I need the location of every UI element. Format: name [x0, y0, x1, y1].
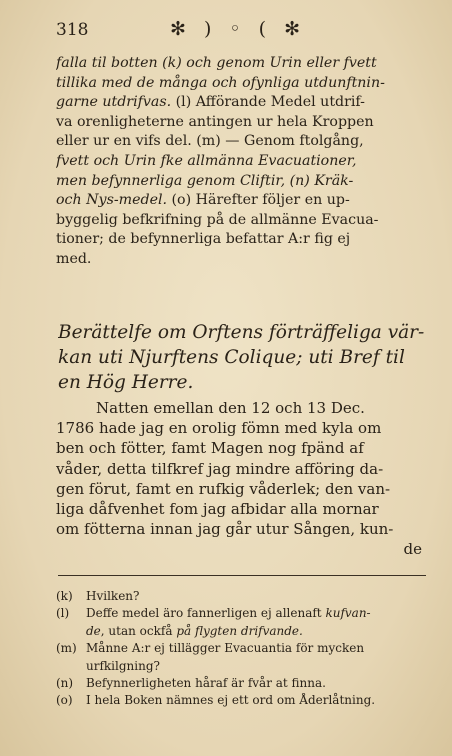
- letter-paragraph: [56, 398, 428, 560]
- text-line: tioner; de befynnerliga befattar A:r fig ej: [56, 231, 351, 248]
- footnote: (m) Månne A:r ej tillägger Evacuantia för mycken: [56, 641, 365, 656]
- page-header: [50, 20, 412, 46]
- text-line: falla til botten (k) och genom Urin eller fvett: [56, 55, 377, 71]
- footnote-divider: [58, 575, 426, 576]
- heading-line: kan uti Njurftens Colique; uti Bref til: [58, 347, 405, 368]
- text-line: eller ur en vifs del. (m) — Genom ftolgång,: [56, 133, 364, 150]
- header-ornament: ✻ ) ◦ ( ✻: [170, 18, 307, 40]
- footnote: (o) I hela Boken nämnes ej ett ord om Åderlåtning.: [56, 693, 376, 708]
- text-line: 1786 hade jag en orolig fömn med kyla om: [56, 419, 382, 438]
- footnotes: [56, 588, 428, 710]
- text-line: om fötterna innan jag går utur Sången, kun-: [56, 520, 394, 539]
- footnote-continuation: de, utan ockfå på flygten drifvande.: [86, 623, 303, 638]
- footnote: (k) Hvilken?: [56, 589, 140, 603]
- text-line: ben och fötter, famt Magen nog fpänd af: [56, 439, 364, 458]
- text-line: tillika med de många och ofynliga utdunftnin-: [56, 74, 385, 91]
- text-line: våder, detta tilfkref jag mindre afföring da-: [56, 459, 384, 478]
- footnote: (n) Befynnerligheten håraf är fvår at finna.: [56, 676, 326, 691]
- text-line: men befynnerliga genom Cliftir, (n) Kräk-: [56, 172, 354, 189]
- footnote-continuation: urfkilgning?: [86, 658, 160, 673]
- text-line: och Nys-medel. (o) Härefter följer en up-: [56, 192, 350, 209]
- text-line: liga dåfvenhet fom jag afbidar alla mornar: [56, 500, 379, 519]
- footnote: (l) Deffe medel äro fannerligen ej allenaft kufvan-: [56, 606, 371, 621]
- text-line: fvett och Urin fke allmänna Evacuationer,: [56, 152, 357, 169]
- page-number: 318: [56, 20, 89, 40]
- section-heading: [58, 320, 428, 395]
- text-line: garne utdrifvas. (l) Afförande Medel utdrif-: [56, 94, 365, 111]
- text-line: va orenligheterne antingen ur hela Kroppen: [56, 113, 374, 130]
- heading-line: en Hög Herre.: [58, 372, 194, 393]
- top-paragraph: [56, 54, 428, 270]
- heading-line: Berättelfe om Orftens förträffeliga vär-: [58, 322, 425, 343]
- text-line: Natten emellan den 12 och 13 Dec.: [96, 399, 365, 417]
- catchword: de: [403, 540, 422, 559]
- text-line: gen förut, famt en rufkig våderlek; den van-: [56, 479, 391, 498]
- text-line: byggelig befkrifning på de allmänne Evacua-: [56, 211, 379, 228]
- text-line: med.: [56, 250, 92, 267]
